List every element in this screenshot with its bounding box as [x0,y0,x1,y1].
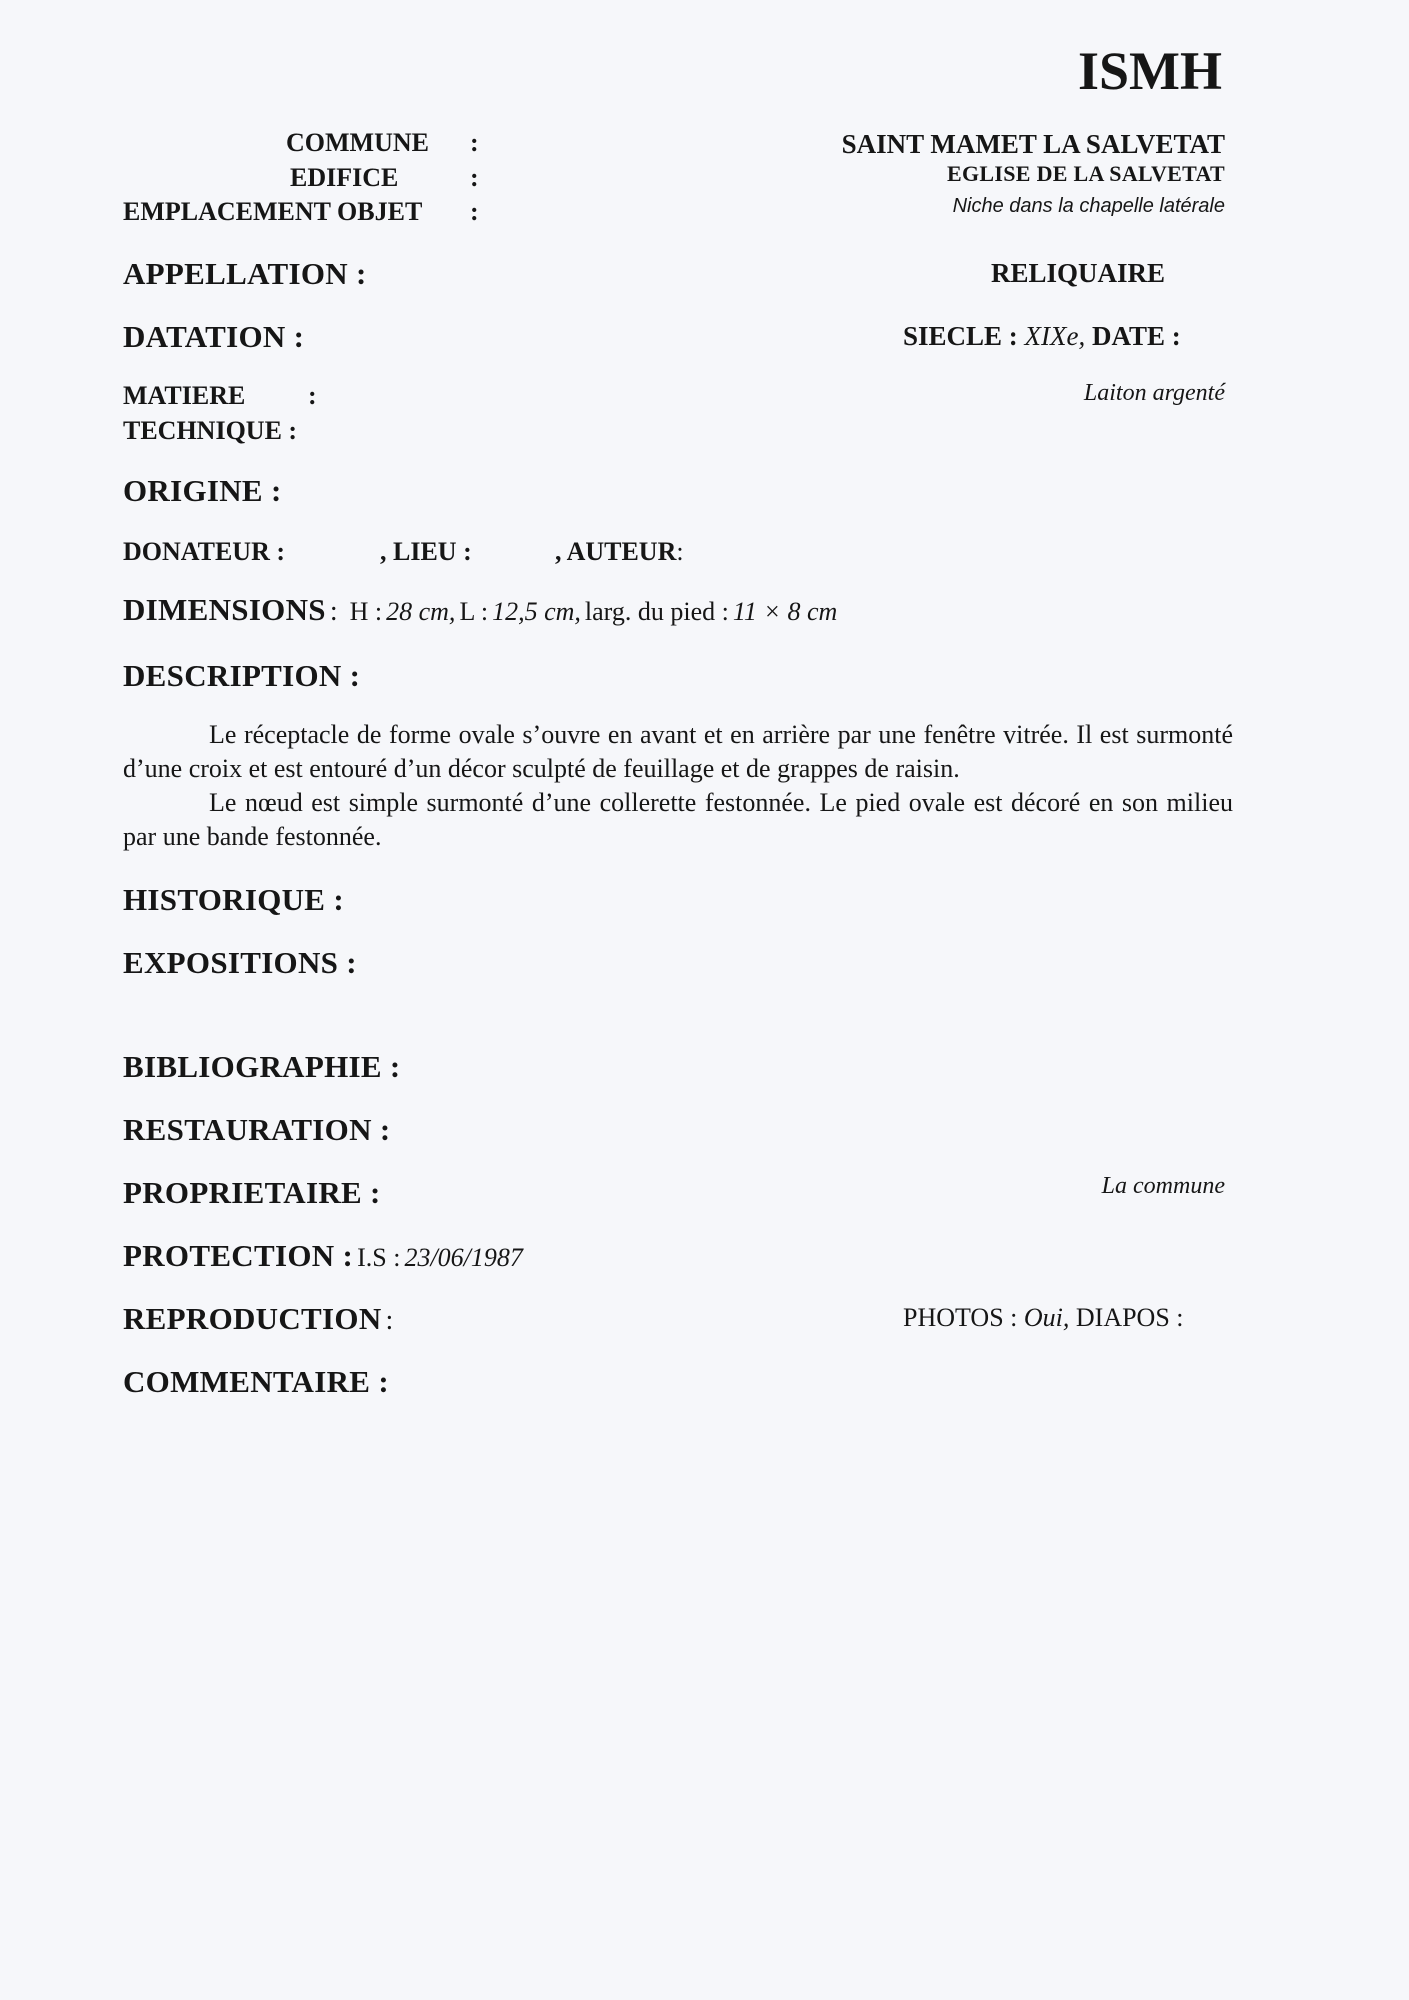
commune-value: SAINT MAMET LA SALVETAT [841,129,1225,159]
siecle-value: XIXe, [1024,321,1086,351]
appellation-value: RELIQUAIRE [991,258,1166,288]
length-label: L : [459,597,489,626]
reproduction-label: REPRODUCTION [123,1301,382,1336]
edifice-label: EDIFICE [290,163,399,192]
emplacement-colon: : [470,197,479,226]
commentaire-label: COMMENTAIRE : [123,1364,389,1399]
edifice-colon: : [470,163,479,192]
photos-field [903,1305,1184,1331]
diapos-label: DIAPOS : [1075,1303,1184,1332]
restauration-label: RESTAURATION : [123,1112,391,1147]
matiere-value: Laiton argenté [1083,380,1225,406]
photos-value: Oui, [1023,1303,1070,1332]
length-value: 12,5 cm, [492,597,581,626]
technique-label: TECHNIQUE : [123,416,298,445]
reproduction-colon: : [385,1305,394,1336]
foot-width-value: 11 × 8 cm [732,597,838,626]
donateur-label: DONATEUR : [123,537,286,566]
datation-right [903,323,1181,350]
height-value: 28 cm, [386,597,456,626]
origine-label: ORIGINE : [123,473,282,508]
auteur-label: , AUTEUR [555,537,677,566]
commune-colon: : [470,128,479,157]
date-label: DATE : [1092,321,1181,351]
photos-label: PHOTOS : [903,1303,1018,1332]
dimensions-row [123,594,837,626]
protection-date: 23/06/1987 [404,1243,523,1272]
dimensions-colon: : [329,596,338,627]
height-label: H : [349,597,383,626]
matiere-colon: : [308,381,317,410]
expositions-label: EXPOSITIONS : [123,945,357,980]
appellation-label: APPELLATION : [123,256,367,291]
dimensions-label: DIMENSIONS [123,592,326,627]
proprietaire-value: La commune [1101,1173,1225,1199]
siecle-label: SIECLE : [903,321,1018,351]
protection-label: PROTECTION : [123,1238,354,1273]
ismh-code: ISMH [1078,41,1223,101]
edifice-value: EGLISE DE LA SALVETAT [947,161,1225,186]
description-label: DESCRIPTION : [123,658,361,693]
proprietaire-label: PROPRIETAIRE : [123,1175,381,1210]
description-paragraph-2: Le nœud est simple surmonté d’une collerette festonnée. Le pied ovale est décoré en son milieu par une bande festonnée. [123,788,1233,851]
matiere-label: MATIERE [123,381,246,410]
auteur-colon: : [676,537,684,566]
description-paragraph-1: Le réceptacle de forme ovale s’ouvre en avant et en arrière par une fenêtre vitrée. Il est surmonté d’une croix et est entouré d’un décor sculpté de feuillage et de grappes de raisin. [123,720,1233,783]
bibliographie-label: BIBLIOGRAPHIE : [123,1049,401,1084]
description-text [123,718,1233,854]
commune-label: COMMUNE [286,128,429,157]
historique-label: HISTORIQUE : [123,882,344,917]
protection-row [123,1240,523,1271]
protection-type: I.S : [357,1243,401,1272]
auteur-field [555,539,684,565]
lieu-label: , LIEU : [380,537,472,566]
datation-label: DATATION : [123,319,305,354]
reproduction-row [123,1303,393,1335]
foot-width-label: larg. du pied : [584,597,729,626]
emplacement-value: Niche dans la chapelle latérale [952,195,1225,217]
emplacement-label: EMPLACEMENT OBJET [123,197,423,226]
